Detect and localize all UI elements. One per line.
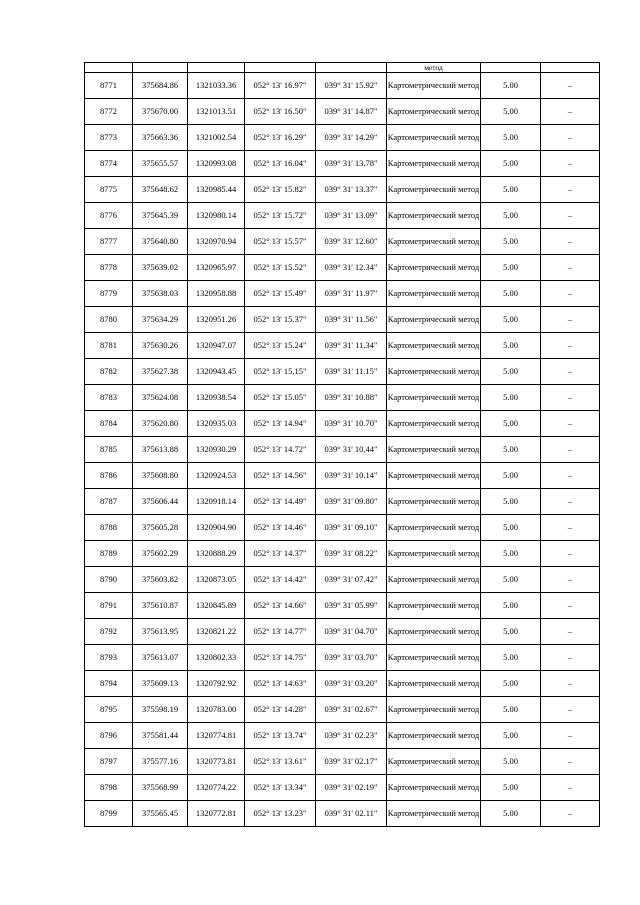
x-coordinate-cell: 375630.26 bbox=[133, 333, 188, 359]
accuracy-cell: 5.00 bbox=[481, 73, 541, 99]
table-row bbox=[85, 177, 600, 203]
table-row bbox=[85, 463, 600, 489]
point-number-cell: 8772 bbox=[85, 99, 133, 125]
y-coordinate-cell: 1320918.14 bbox=[188, 489, 245, 515]
description-cell: – bbox=[541, 801, 600, 827]
accuracy-cell: 5.00 bbox=[481, 385, 541, 411]
longitude-cell: 039° 31' 10.88" bbox=[316, 385, 387, 411]
method-cell: Картометрический метод bbox=[387, 255, 481, 281]
table-row bbox=[85, 307, 600, 333]
table-row bbox=[85, 541, 600, 567]
x-coordinate-cell: 375640.80 bbox=[133, 229, 188, 255]
point-number-cell: 8785 bbox=[85, 437, 133, 463]
coordinates-table bbox=[84, 62, 600, 827]
accuracy-cell: 5.00 bbox=[481, 593, 541, 619]
point-number-cell: 8782 bbox=[85, 359, 133, 385]
accuracy-cell: 5.00 bbox=[481, 463, 541, 489]
method-cell: Картометрический метод bbox=[387, 203, 481, 229]
method-cell: Картометрический метод bbox=[387, 515, 481, 541]
description-cell: – bbox=[541, 255, 600, 281]
table-row bbox=[85, 99, 600, 125]
point-number-cell: 8787 bbox=[85, 489, 133, 515]
longitude-cell: 039° 31' 02.11" bbox=[316, 801, 387, 827]
latitude-cell: 052° 13' 13.61" bbox=[245, 749, 316, 775]
y-coordinate-cell: 1321033.36 bbox=[188, 73, 245, 99]
latitude-cell: 052° 13' 15.37" bbox=[245, 307, 316, 333]
point-number-cell: 8788 bbox=[85, 515, 133, 541]
latitude-cell: 052° 13' 14.75" bbox=[245, 645, 316, 671]
description-cell: – bbox=[541, 437, 600, 463]
table-row bbox=[85, 515, 600, 541]
x-coordinate-cell: 375613.07 bbox=[133, 645, 188, 671]
latitude-cell: 052° 13' 14.42" bbox=[245, 567, 316, 593]
accuracy-cell: 5.00 bbox=[481, 671, 541, 697]
header-cell bbox=[133, 63, 188, 73]
longitude-cell: 039° 31' 09.10" bbox=[316, 515, 387, 541]
y-coordinate-cell: 1320965.97 bbox=[188, 255, 245, 281]
point-number-cell: 8781 bbox=[85, 333, 133, 359]
latitude-cell: 052° 13' 14.66" bbox=[245, 593, 316, 619]
description-cell: – bbox=[541, 541, 600, 567]
latitude-cell: 052° 13' 16.50" bbox=[245, 99, 316, 125]
method-cell: Картометрический метод bbox=[387, 801, 481, 827]
description-cell: – bbox=[541, 645, 600, 671]
accuracy-cell: 5.00 bbox=[481, 619, 541, 645]
accuracy-cell: 5.00 bbox=[481, 437, 541, 463]
longitude-cell: 039° 31' 12.60" bbox=[316, 229, 387, 255]
point-number-cell: 8793 bbox=[85, 645, 133, 671]
description-cell: – bbox=[541, 697, 600, 723]
description-cell: – bbox=[541, 125, 600, 151]
point-number-cell: 8797 bbox=[85, 749, 133, 775]
accuracy-cell: 5.00 bbox=[481, 333, 541, 359]
accuracy-cell: 5.00 bbox=[481, 203, 541, 229]
accuracy-cell: 5.00 bbox=[481, 99, 541, 125]
accuracy-cell: 5.00 bbox=[481, 515, 541, 541]
method-cell: Картометрический метод bbox=[387, 151, 481, 177]
table-row bbox=[85, 359, 600, 385]
table-row bbox=[85, 697, 600, 723]
point-number-cell: 8780 bbox=[85, 307, 133, 333]
x-coordinate-cell: 375581.44 bbox=[133, 723, 188, 749]
latitude-cell: 052° 13' 16.97" bbox=[245, 73, 316, 99]
x-coordinate-cell: 375598.19 bbox=[133, 697, 188, 723]
point-number-cell: 8792 bbox=[85, 619, 133, 645]
method-cell: Картометрический метод bbox=[387, 411, 481, 437]
method-cell: Картометрический метод bbox=[387, 567, 481, 593]
point-number-cell: 8786 bbox=[85, 463, 133, 489]
x-coordinate-cell: 375670.00 bbox=[133, 99, 188, 125]
latitude-cell: 052° 13' 14.56" bbox=[245, 463, 316, 489]
description-cell: – bbox=[541, 671, 600, 697]
y-coordinate-cell: 1320943.45 bbox=[188, 359, 245, 385]
table-row bbox=[85, 723, 600, 749]
x-coordinate-cell: 375568.99 bbox=[133, 775, 188, 801]
latitude-cell: 052° 13' 14.77" bbox=[245, 619, 316, 645]
x-coordinate-cell: 375634.29 bbox=[133, 307, 188, 333]
description-cell: – bbox=[541, 749, 600, 775]
description-cell: – bbox=[541, 73, 600, 99]
description-cell: – bbox=[541, 463, 600, 489]
method-cell: Картометрический метод bbox=[387, 73, 481, 99]
longitude-cell: 039° 31' 10.44" bbox=[316, 437, 387, 463]
y-coordinate-cell: 1320783.00 bbox=[188, 697, 245, 723]
x-coordinate-cell: 375613.88 bbox=[133, 437, 188, 463]
longitude-cell: 039° 31' 13.37" bbox=[316, 177, 387, 203]
longitude-cell: 039° 31' 09.80" bbox=[316, 489, 387, 515]
x-coordinate-cell: 375610.87 bbox=[133, 593, 188, 619]
latitude-cell: 052° 13' 16.29" bbox=[245, 125, 316, 151]
header-cell bbox=[245, 63, 316, 73]
y-coordinate-cell: 1320958.88 bbox=[188, 281, 245, 307]
method-cell: Картометрический метод bbox=[387, 541, 481, 567]
longitude-cell: 039° 31' 02.67" bbox=[316, 697, 387, 723]
accuracy-cell: 5.00 bbox=[481, 567, 541, 593]
method-cell: Картометрический метод bbox=[387, 489, 481, 515]
longitude-cell: 039° 31' 11.97" bbox=[316, 281, 387, 307]
description-cell: – bbox=[541, 619, 600, 645]
x-coordinate-cell: 375655.57 bbox=[133, 151, 188, 177]
table-row bbox=[85, 151, 600, 177]
y-coordinate-cell: 1320985.44 bbox=[188, 177, 245, 203]
header-cell bbox=[188, 63, 245, 73]
y-coordinate-cell: 1320904.90 bbox=[188, 515, 245, 541]
latitude-cell: 052° 13' 14.46" bbox=[245, 515, 316, 541]
longitude-cell: 039° 31' 11.56" bbox=[316, 307, 387, 333]
point-number-cell: 8777 bbox=[85, 229, 133, 255]
method-cell: Картометрический метод bbox=[387, 463, 481, 489]
x-coordinate-cell: 375648.62 bbox=[133, 177, 188, 203]
header-cell bbox=[316, 63, 387, 73]
longitude-cell: 039° 31' 11.15" bbox=[316, 359, 387, 385]
accuracy-cell: 5.00 bbox=[481, 801, 541, 827]
accuracy-cell: 5.00 bbox=[481, 151, 541, 177]
latitude-cell: 052° 13' 15.15" bbox=[245, 359, 316, 385]
table-row bbox=[85, 437, 600, 463]
y-coordinate-cell: 1320773.81 bbox=[188, 749, 245, 775]
longitude-cell: 039° 31' 02.19" bbox=[316, 775, 387, 801]
accuracy-cell: 5.00 bbox=[481, 723, 541, 749]
accuracy-cell: 5.00 bbox=[481, 697, 541, 723]
longitude-cell: 039° 31' 14.87" bbox=[316, 99, 387, 125]
point-number-cell: 8775 bbox=[85, 177, 133, 203]
y-coordinate-cell: 1321013.51 bbox=[188, 99, 245, 125]
y-coordinate-cell: 1320821.22 bbox=[188, 619, 245, 645]
method-cell: Картометрический метод bbox=[387, 229, 481, 255]
latitude-cell: 052° 13' 16.04" bbox=[245, 151, 316, 177]
x-coordinate-cell: 375684.86 bbox=[133, 73, 188, 99]
table-body bbox=[85, 63, 600, 827]
x-coordinate-cell: 375602.29 bbox=[133, 541, 188, 567]
longitude-cell: 039° 31' 13.09" bbox=[316, 203, 387, 229]
x-coordinate-cell: 375603.82 bbox=[133, 567, 188, 593]
accuracy-cell: 5.00 bbox=[481, 411, 541, 437]
y-coordinate-cell: 1320873.05 bbox=[188, 567, 245, 593]
latitude-cell: 052° 13' 14.28" bbox=[245, 697, 316, 723]
latitude-cell: 052° 13' 15.57" bbox=[245, 229, 316, 255]
description-cell: – bbox=[541, 775, 600, 801]
latitude-cell: 052° 13' 14.37" bbox=[245, 541, 316, 567]
accuracy-cell: 5.00 bbox=[481, 229, 541, 255]
point-number-cell: 8783 bbox=[85, 385, 133, 411]
x-coordinate-cell: 375639.02 bbox=[133, 255, 188, 281]
point-number-cell: 8784 bbox=[85, 411, 133, 437]
x-coordinate-cell: 375624.08 bbox=[133, 385, 188, 411]
table-row bbox=[85, 645, 600, 671]
latitude-cell: 052° 13' 13.74" bbox=[245, 723, 316, 749]
x-coordinate-cell: 375605.28 bbox=[133, 515, 188, 541]
method-cell: Картометрический метод bbox=[387, 645, 481, 671]
x-coordinate-cell: 375606.44 bbox=[133, 489, 188, 515]
accuracy-cell: 5.00 bbox=[481, 775, 541, 801]
description-cell: – bbox=[541, 567, 600, 593]
accuracy-cell: 5.00 bbox=[481, 281, 541, 307]
method-cell: Картометрический метод bbox=[387, 749, 481, 775]
table-row bbox=[85, 255, 600, 281]
method-cell: Картометрический метод bbox=[387, 723, 481, 749]
accuracy-cell: 5.00 bbox=[481, 359, 541, 385]
table-row bbox=[85, 73, 600, 99]
method-cell: Картометрический метод bbox=[387, 359, 481, 385]
longitude-cell: 039° 31' 05.99" bbox=[316, 593, 387, 619]
table-row bbox=[85, 229, 600, 255]
description-cell: – bbox=[541, 151, 600, 177]
accuracy-cell: 5.00 bbox=[481, 255, 541, 281]
longitude-cell: 039° 31' 10.70" bbox=[316, 411, 387, 437]
point-number-cell: 8774 bbox=[85, 151, 133, 177]
description-cell: – bbox=[541, 177, 600, 203]
longitude-cell: 039° 31' 11.34" bbox=[316, 333, 387, 359]
x-coordinate-cell: 375663.36 bbox=[133, 125, 188, 151]
description-cell: – bbox=[541, 385, 600, 411]
x-coordinate-cell: 375613.95 bbox=[133, 619, 188, 645]
point-number-cell: 8791 bbox=[85, 593, 133, 619]
description-cell: – bbox=[541, 281, 600, 307]
y-coordinate-cell: 1320935.03 bbox=[188, 411, 245, 437]
point-number-cell: 8771 bbox=[85, 73, 133, 99]
header-cell bbox=[481, 63, 541, 73]
latitude-cell: 052° 13' 15.52" bbox=[245, 255, 316, 281]
x-coordinate-cell: 375609.13 bbox=[133, 671, 188, 697]
table-row bbox=[85, 281, 600, 307]
table-row bbox=[85, 489, 600, 515]
latitude-cell: 052° 13' 15.72" bbox=[245, 203, 316, 229]
description-cell: – bbox=[541, 203, 600, 229]
y-coordinate-cell: 1320951.26 bbox=[188, 307, 245, 333]
longitude-cell: 039° 31' 03.20" bbox=[316, 671, 387, 697]
y-coordinate-cell: 1320845.89 bbox=[188, 593, 245, 619]
point-number-cell: 8798 bbox=[85, 775, 133, 801]
longitude-cell: 039° 31' 14.29" bbox=[316, 125, 387, 151]
table-row bbox=[85, 567, 600, 593]
table-row bbox=[85, 593, 600, 619]
x-coordinate-cell: 375608.80 bbox=[133, 463, 188, 489]
point-number-cell: 8779 bbox=[85, 281, 133, 307]
method-cell: Картометрический метод bbox=[387, 307, 481, 333]
y-coordinate-cell: 1320774.22 bbox=[188, 775, 245, 801]
accuracy-cell: 5.00 bbox=[481, 125, 541, 151]
y-coordinate-cell: 1320938.54 bbox=[188, 385, 245, 411]
method-cell: Картометрический метод bbox=[387, 333, 481, 359]
table-row bbox=[85, 385, 600, 411]
latitude-cell: 052° 13' 14.63" bbox=[245, 671, 316, 697]
point-number-cell: 8773 bbox=[85, 125, 133, 151]
longitude-cell: 039° 31' 04.70" bbox=[316, 619, 387, 645]
description-cell: – bbox=[541, 333, 600, 359]
method-cell: Картометрический метод bbox=[387, 697, 481, 723]
accuracy-cell: 5.00 bbox=[481, 645, 541, 671]
method-cell: Картометрический метод bbox=[387, 671, 481, 697]
longitude-cell: 039° 31' 07.42" bbox=[316, 567, 387, 593]
description-cell: – bbox=[541, 229, 600, 255]
method-cell: Картометрический метод bbox=[387, 593, 481, 619]
x-coordinate-cell: 375577.16 bbox=[133, 749, 188, 775]
description-cell: – bbox=[541, 723, 600, 749]
latitude-cell: 052° 13' 14.94" bbox=[245, 411, 316, 437]
point-number-cell: 8778 bbox=[85, 255, 133, 281]
table-row bbox=[85, 775, 600, 801]
point-number-cell: 8799 bbox=[85, 801, 133, 827]
longitude-cell: 039° 31' 03.70" bbox=[316, 645, 387, 671]
method-cell: Картометрический метод bbox=[387, 99, 481, 125]
y-coordinate-cell: 1320980.14 bbox=[188, 203, 245, 229]
y-coordinate-cell: 1320924.53 bbox=[188, 463, 245, 489]
latitude-cell: 052° 13' 15.05" bbox=[245, 385, 316, 411]
x-coordinate-cell: 375645.39 bbox=[133, 203, 188, 229]
header-cell: метод bbox=[387, 63, 481, 73]
table-row bbox=[85, 125, 600, 151]
longitude-cell: 039° 31' 02.17" bbox=[316, 749, 387, 775]
y-coordinate-cell: 1321002.54 bbox=[188, 125, 245, 151]
accuracy-cell: 5.00 bbox=[481, 177, 541, 203]
continued-header-row bbox=[85, 63, 600, 73]
y-coordinate-cell: 1320772.81 bbox=[188, 801, 245, 827]
method-cell: Картометрический метод bbox=[387, 775, 481, 801]
table-row bbox=[85, 203, 600, 229]
table-row bbox=[85, 411, 600, 437]
header-cell bbox=[85, 63, 133, 73]
point-number-cell: 8789 bbox=[85, 541, 133, 567]
point-number-cell: 8796 bbox=[85, 723, 133, 749]
description-cell: – bbox=[541, 489, 600, 515]
method-cell: Картометрический метод bbox=[387, 281, 481, 307]
description-cell: – bbox=[541, 359, 600, 385]
latitude-cell: 052° 13' 13.23" bbox=[245, 801, 316, 827]
latitude-cell: 052° 13' 15.24" bbox=[245, 333, 316, 359]
description-cell: – bbox=[541, 515, 600, 541]
accuracy-cell: 5.00 bbox=[481, 541, 541, 567]
longitude-cell: 039° 31' 02.23" bbox=[316, 723, 387, 749]
longitude-cell: 039° 31' 12.34" bbox=[316, 255, 387, 281]
method-cell: Картометрический метод bbox=[387, 125, 481, 151]
y-coordinate-cell: 1320930.29 bbox=[188, 437, 245, 463]
latitude-cell: 052° 13' 15.82" bbox=[245, 177, 316, 203]
table-row bbox=[85, 749, 600, 775]
y-coordinate-cell: 1320774.81 bbox=[188, 723, 245, 749]
x-coordinate-cell: 375627.38 bbox=[133, 359, 188, 385]
x-coordinate-cell: 375565.45 bbox=[133, 801, 188, 827]
description-cell: – bbox=[541, 593, 600, 619]
x-coordinate-cell: 375638.03 bbox=[133, 281, 188, 307]
y-coordinate-cell: 1320888.29 bbox=[188, 541, 245, 567]
point-number-cell: 8790 bbox=[85, 567, 133, 593]
description-cell: – bbox=[541, 99, 600, 125]
method-cell: Картометрический метод bbox=[387, 437, 481, 463]
y-coordinate-cell: 1320947.07 bbox=[188, 333, 245, 359]
y-coordinate-cell: 1320993.08 bbox=[188, 151, 245, 177]
description-cell: – bbox=[541, 411, 600, 437]
table-row bbox=[85, 671, 600, 697]
longitude-cell: 039° 31' 15.92" bbox=[316, 73, 387, 99]
method-cell: Картометрический метод bbox=[387, 177, 481, 203]
method-cell: Картометрический метод bbox=[387, 619, 481, 645]
method-cell: Картометрический метод bbox=[387, 385, 481, 411]
x-coordinate-cell: 375620.80 bbox=[133, 411, 188, 437]
point-number-cell: 8776 bbox=[85, 203, 133, 229]
point-number-cell: 8794 bbox=[85, 671, 133, 697]
header-cell bbox=[541, 63, 600, 73]
y-coordinate-cell: 1320792.92 bbox=[188, 671, 245, 697]
latitude-cell: 052° 13' 15.49" bbox=[245, 281, 316, 307]
latitude-cell: 052° 13' 13.34" bbox=[245, 775, 316, 801]
longitude-cell: 039° 31' 08.22" bbox=[316, 541, 387, 567]
longitude-cell: 039° 31' 10.14" bbox=[316, 463, 387, 489]
y-coordinate-cell: 1320970.94 bbox=[188, 229, 245, 255]
y-coordinate-cell: 1320802.33 bbox=[188, 645, 245, 671]
longitude-cell: 039° 31' 13.78" bbox=[316, 151, 387, 177]
accuracy-cell: 5.00 bbox=[481, 489, 541, 515]
description-cell: – bbox=[541, 307, 600, 333]
latitude-cell: 052° 13' 14.72" bbox=[245, 437, 316, 463]
latitude-cell: 052° 13' 14.49" bbox=[245, 489, 316, 515]
table-row bbox=[85, 801, 600, 827]
point-number-cell: 8795 bbox=[85, 697, 133, 723]
accuracy-cell: 5.00 bbox=[481, 749, 541, 775]
table-row bbox=[85, 333, 600, 359]
accuracy-cell: 5.00 bbox=[481, 307, 541, 333]
table-row bbox=[85, 619, 600, 645]
